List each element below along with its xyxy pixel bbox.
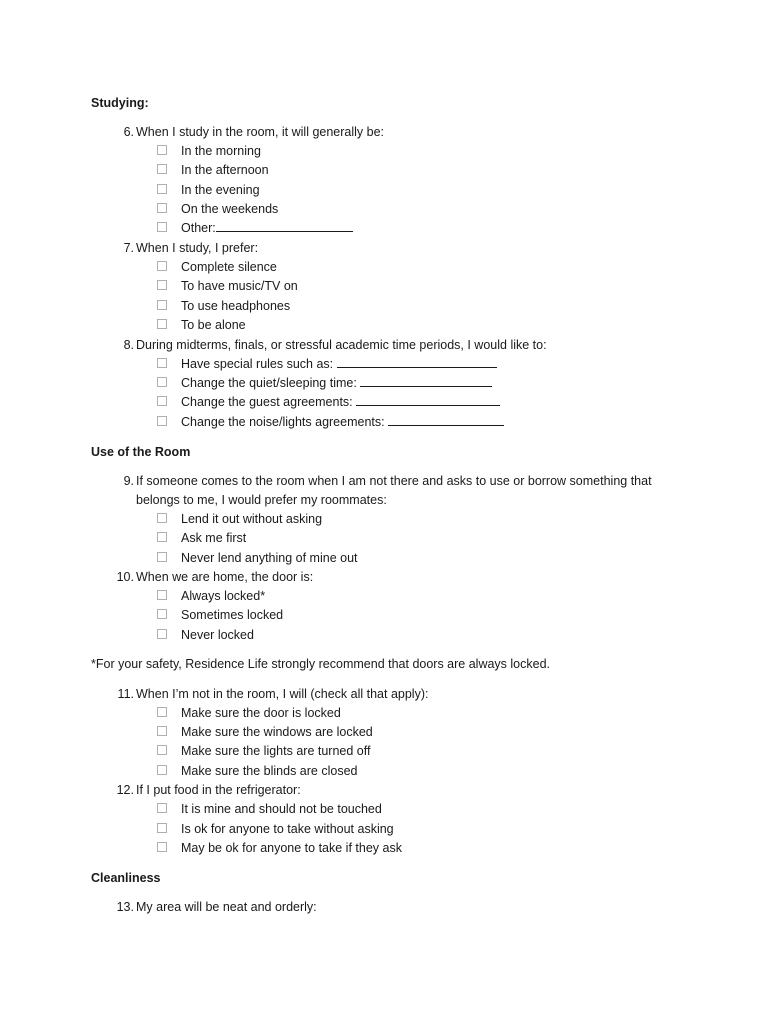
checkbox-icon[interactable] (157, 396, 167, 406)
option-never-lend[interactable]: Never lend anything of mine out (157, 550, 358, 566)
question-8 (112, 336, 672, 355)
question-number: 8. (123, 338, 134, 352)
checkbox-icon[interactable] (157, 203, 167, 213)
question-7 (112, 239, 672, 258)
checkbox-icon[interactable] (157, 416, 167, 426)
checkbox-icon[interactable] (157, 300, 167, 310)
option-in-the-evening[interactable]: In the evening (157, 182, 260, 198)
option-in-the-morning[interactable]: In the morning (157, 143, 261, 159)
question-6 (112, 123, 672, 142)
option-noise-lights-agreements[interactable]: Change the noise/lights agreements: (157, 414, 504, 430)
option-music-tv[interactable]: To have music/TV on (157, 278, 298, 294)
checkbox-icon[interactable] (157, 280, 167, 290)
question-text: When we are home, the door is: (136, 570, 314, 584)
option-lend-without-asking[interactable]: Lend it out without asking (157, 511, 322, 527)
option-sometimes-locked[interactable]: Sometimes locked (157, 607, 283, 623)
question-number: 13. (116, 900, 134, 914)
checkbox-icon[interactable] (157, 707, 167, 717)
option-special-rules[interactable]: Have special rules such as: (157, 356, 497, 372)
option-door-locked[interactable]: Make sure the door is locked (157, 705, 341, 721)
option-always-locked[interactable]: Always locked* (157, 588, 265, 604)
question-text: When I’m not in the room, I will (check all that apply): (136, 687, 429, 701)
option-lights-off[interactable]: Make sure the lights are turned off (157, 743, 370, 759)
checkbox-icon[interactable] (157, 590, 167, 600)
option-mine-not-touched[interactable]: It is mine and should not be touched (157, 801, 382, 817)
question-number: 6. (123, 125, 134, 139)
checkbox-icon[interactable] (157, 319, 167, 329)
checkbox-icon[interactable] (157, 726, 167, 736)
question-text: When I study in the room, it will generally be: (136, 125, 385, 139)
fill-in-blank[interactable] (216, 220, 353, 232)
question-text: My area will be neat and orderly: (136, 900, 317, 914)
question-text: During midterms, finals, or stressful academic time periods, I would like to: (136, 338, 547, 352)
option-ask-me-first[interactable]: Ask me first (157, 530, 246, 546)
option-quiet-sleeping-time[interactable]: Change the quiet/sleeping time: (157, 375, 492, 391)
checkbox-icon[interactable] (157, 552, 167, 562)
option-never-locked[interactable]: Never locked (157, 627, 254, 643)
fill-in-blank[interactable] (388, 414, 504, 426)
fill-in-blank[interactable] (337, 356, 497, 368)
question-12 (112, 781, 672, 800)
checkbox-icon[interactable] (157, 513, 167, 523)
safety-note: *For your safety, Residence Life strongly recommend that doors are always locked. (91, 657, 551, 671)
option-windows-locked[interactable]: Make sure the windows are locked (157, 724, 373, 740)
checkbox-icon[interactable] (157, 164, 167, 174)
question-13 (112, 898, 672, 917)
section-heading-studying: Studying: (91, 96, 149, 110)
option-blinds-closed[interactable]: Make sure the blinds are closed (157, 763, 357, 779)
checkbox-icon[interactable] (157, 261, 167, 271)
checkbox-icon[interactable] (157, 745, 167, 755)
option-guest-agreements[interactable]: Change the guest agreements: (157, 394, 500, 410)
checkbox-icon[interactable] (157, 222, 167, 232)
question-number: 9. (123, 474, 134, 488)
fill-in-blank[interactable] (356, 394, 500, 406)
option-complete-silence[interactable]: Complete silence (157, 259, 277, 275)
option-other[interactable]: Other: (157, 220, 353, 236)
checkbox-icon[interactable] (157, 145, 167, 155)
checkbox-icon[interactable] (157, 629, 167, 639)
checkbox-icon[interactable] (157, 765, 167, 775)
checkbox-icon[interactable] (157, 358, 167, 368)
option-headphones[interactable]: To use headphones (157, 298, 290, 314)
question-9 (112, 472, 672, 510)
checkbox-icon[interactable] (157, 184, 167, 194)
section-heading-use-of-room: Use of the Room (91, 445, 191, 459)
fill-in-blank[interactable] (360, 375, 492, 387)
option-ok-without-asking[interactable]: Is ok for anyone to take without asking (157, 821, 394, 837)
question-number: 10. (116, 570, 134, 584)
question-number: 12. (116, 783, 134, 797)
option-in-the-afternoon[interactable]: In the afternoon (157, 162, 269, 178)
question-text: If someone comes to the room when I am not there and asks to use or borrow something that belongs to me, I would prefer my roommates: (136, 474, 652, 507)
question-11 (112, 685, 672, 704)
question-number: 11. (117, 687, 134, 701)
option-alone[interactable]: To be alone (157, 317, 246, 333)
checkbox-icon[interactable] (157, 532, 167, 542)
question-text: If I put food in the refrigerator: (136, 783, 301, 797)
checkbox-icon[interactable] (157, 377, 167, 387)
checkbox-icon[interactable] (157, 609, 167, 619)
option-on-the-weekends[interactable]: On the weekends (157, 201, 278, 217)
checkbox-icon[interactable] (157, 823, 167, 833)
option-ok-if-they-ask[interactable]: May be ok for anyone to take if they ask (157, 840, 402, 856)
checkbox-icon[interactable] (157, 803, 167, 813)
section-heading-cleanliness: Cleanliness (91, 871, 161, 885)
question-number: 7. (123, 241, 134, 255)
question-text: When I study, I prefer: (136, 241, 259, 255)
question-10 (112, 568, 672, 587)
checkbox-icon[interactable] (157, 842, 167, 852)
